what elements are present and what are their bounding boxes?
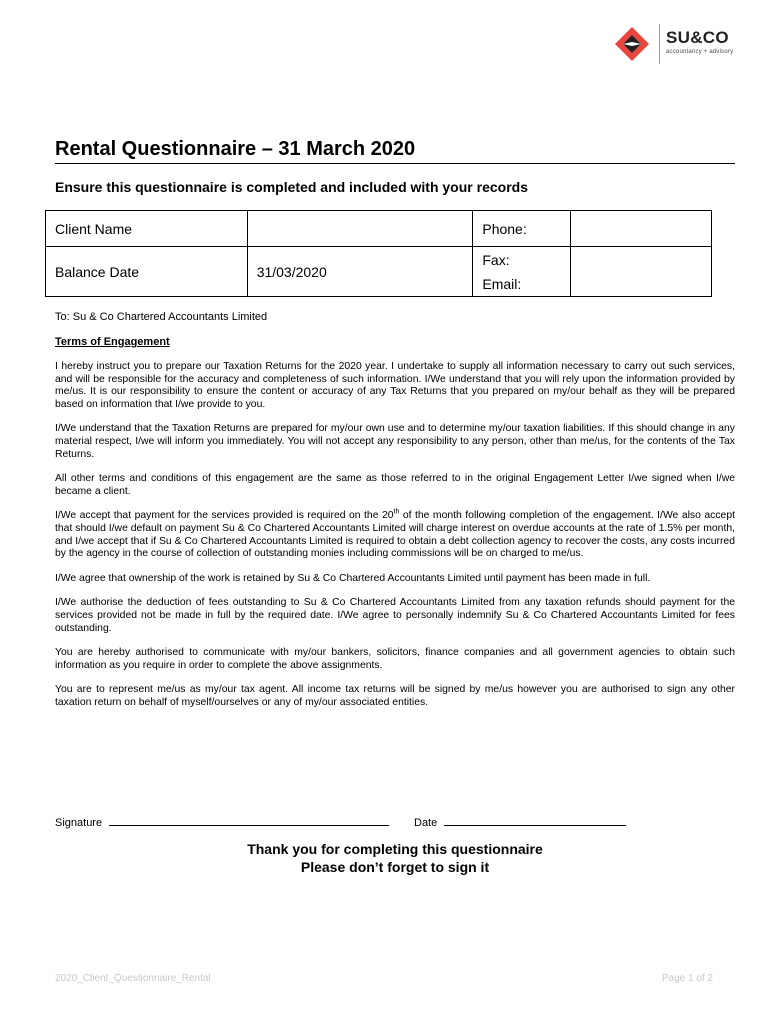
- date-line[interactable]: [444, 815, 626, 826]
- page-subtitle: Ensure this questionnaire is completed and included with your records: [55, 179, 528, 195]
- logo-divider: [659, 24, 660, 64]
- date-row: [414, 815, 626, 829]
- footer-filename: 2020_Client_Questionnaire_Rental: [55, 973, 211, 984]
- footer-page-number: Page 1 of 2: [661, 973, 713, 984]
- logo-brand-text: SU&CO: [666, 28, 729, 47]
- thank-you-line-1: Thank you for completing this questionnaire: [247, 841, 543, 857]
- company-logo: [614, 22, 734, 66]
- terms-paragraph-6: I/We authorise the deduction of fees outstanding to Su & Co Chartered Accountants Limited from any taxation refunds should payment for the services provided not be made in full by the required date. I/We agree to personally indemnify Su & Co Chartered Accountants Limited for fees outstanding.: [55, 597, 735, 634]
- client-name-label: Client Name: [46, 211, 248, 247]
- logo-tagline: accountancy + advisory: [666, 49, 734, 55]
- fax-email-labels: [473, 247, 571, 297]
- terms-paragraph-4: [55, 510, 735, 560]
- email-label: Email:: [482, 275, 522, 292]
- terms-paragraph-1: I hereby instruct you to prepare our Taxation Returns for the 2020 year. I undertake to supply all information necessary to carry out such services, and will be responsible for the accuracy and completeness of such information. I/We understand that you will rely upon the information provided by me/us. It is our responsibility to ensure the content or accuracy of any Tax Returns that you prepared on my/our behalf as they will be prepared based on information that I/we provide to you.: [55, 361, 735, 410]
- fax-email-field[interactable]: [571, 247, 712, 297]
- title-divider: [55, 163, 735, 164]
- terms-paragraph-7: You are hereby authorised to communicate with my/our bankers, solicitors, finance companies and all government agencies to obtain such information as you require in order to complete the above assignments.: [55, 647, 735, 671]
- phone-label: Phone:: [473, 211, 571, 247]
- ordinal-suffix: th: [393, 508, 400, 516]
- terms-heading: Terms of Engagement: [55, 336, 170, 348]
- signature-label: Signature: [55, 817, 103, 829]
- fax-label: Fax:: [482, 251, 510, 268]
- signature-line[interactable]: [109, 815, 389, 826]
- thank-you-message: [55, 840, 735, 876]
- terms-paragraph-8: You are to represent me/us as my/our tax agent. All income tax returns will be signed by me/us however you are authorised to sign any other taxation return on behalf of myself/ourselves or any of my/our associated entities.: [55, 684, 735, 708]
- phone-field[interactable]: [571, 211, 712, 247]
- signature-row: [55, 815, 389, 829]
- balance-date-label: Balance Date: [46, 247, 248, 297]
- page-title: Rental Questionnaire – 31 March 2020: [55, 138, 416, 160]
- date-label: Date: [414, 817, 438, 829]
- addressee-line: To: Su & Co Chartered Accountants Limited: [55, 311, 268, 323]
- terms-paragraph-4-end: of the month following completion of the engagement. I/We also accept that should I/we default on payment Su & Co Chartered Accountants Limited will charge interest on overdue accounts at the rate of 1.5% per month, and I/we accept that if Su & Co Chartered Accountants Limited is required to obtain a debt collection agency to recover the costs, any costs incurred by the agency in the course of collection of outstanding monies including commissions will be on charged to me/us.: [55, 510, 735, 560]
- balance-date-value: 31/03/2020: [247, 247, 473, 297]
- terms-body: [55, 361, 735, 721]
- su-co-logo-mark-icon: [614, 26, 650, 62]
- client-name-field[interactable]: [247, 211, 473, 247]
- terms-paragraph-2: I/We understand that the Taxation Returns are prepared for my/our own use and to determine my/our taxation liabilities. If this should change in any material respect, I/we will inform you immediately. You will not accept any responsibility to any person, other than me/us, for the contents of the Tax Returns.: [55, 423, 735, 460]
- thank-you-line-2: Please don’t forget to sign it: [300, 859, 490, 875]
- terms-paragraph-3: All other terms and conditions of this engagement are the same as those referred to in the original Engagement Letter I/we signed when I/we became a client.: [55, 473, 735, 497]
- terms-paragraph-5: I/We agree that ownership of the work is retained by Su & Co Chartered Accountants Limited until payment has been made in full.: [55, 572, 651, 584]
- terms-paragraph-4-start: I/We accept that payment for the services provided is required on the 20: [55, 510, 394, 522]
- client-info-table: [45, 210, 712, 297]
